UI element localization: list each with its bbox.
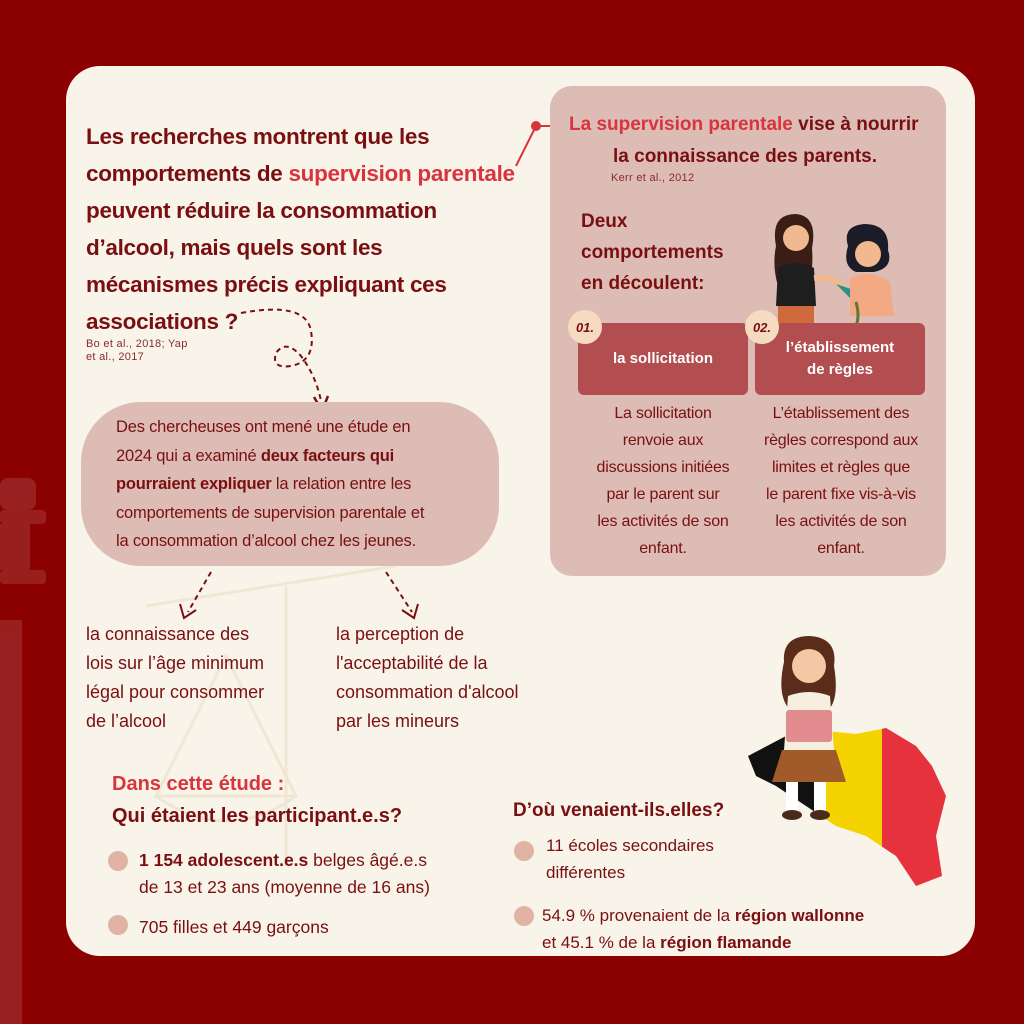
bullet-dot	[514, 841, 534, 861]
dashed-arrow-icon	[236, 301, 346, 416]
sollicitation-box: la sollicitation	[578, 323, 748, 395]
factor-arrows	[166, 566, 446, 626]
gavel-icon	[0, 470, 70, 1024]
participants-heading1: Dans cette étude :	[112, 773, 285, 795]
intro-line: comportements de supervision parentale	[86, 161, 515, 186]
factor-acceptability: la perception de l'acceptabilité de la consommation d'alcool par les mineurs	[336, 624, 519, 731]
behaviours-heading: Deux comportements en découlent:	[581, 211, 724, 294]
participants-heading2: Qui étaient les participant.e.s?	[112, 805, 403, 827]
bullet-dot	[108, 851, 128, 871]
origin-regions: 54.9 % provenaient de la région wallonne et 45.1 % de la région flamande	[542, 906, 865, 952]
panel-reference: Kerr et al., 2012	[611, 172, 695, 184]
infographic-card	[66, 66, 975, 956]
participants-count: 1 154 adolescent.e.s belges âgé.e.s de 13 et 23 ans (moyenne de 16 ans)	[139, 850, 430, 897]
intro-line: Les recherches montrent que les	[86, 124, 430, 149]
parent-child-gardening-illustration	[756, 206, 906, 331]
girl-reading-illustration	[754, 632, 864, 822]
bullet-dot	[514, 906, 534, 926]
intro-line: associations ?	[86, 309, 239, 334]
intro-reference: Bo et al., 2018; Yap et al., 2017	[86, 338, 188, 363]
bullet-dot	[108, 915, 128, 935]
sollicitation-description: La sollicitation renvoie aux discussions initiées par le parent sur les activités de son enfant.	[596, 405, 730, 557]
origin-schools: 11 écoles secondaires différentes	[546, 836, 714, 882]
etablissement-regles-box: l’établissement de règles	[755, 323, 925, 395]
study-text: Des chercheuses ont mené une étude en 2024 qui a examiné deux facteurs qui pourraient expliquer la relation entre les comportements de supervision parentale et la consommation d’alcool chez les jeunes.	[116, 418, 425, 550]
badge-01: 01.	[568, 310, 602, 344]
factor-law-knowledge: la connaissance des lois sur l’âge minimum légal pour consommer de l’alcool	[86, 624, 265, 731]
highlight-supervision: supervision parentale	[288, 161, 515, 186]
intro-line: peuvent réduire la consommation	[86, 198, 437, 223]
origin-heading: D’où venaient-ils.elles?	[513, 800, 725, 821]
panel-title-line2: la connaissance des parents.	[613, 146, 878, 167]
participants-gender: 705 filles et 449 garçons	[139, 917, 329, 937]
panel-title: La supervision parentale vise à nourrir	[569, 114, 919, 135]
intro-line: mécanismes précis expliquant ces	[86, 272, 447, 297]
regles-description: L’établissement des règles correspond aux limites et règles que le parent fixe vis-à-vis les activités de son enfant.	[763, 405, 919, 557]
badge-02: 02.	[745, 310, 779, 344]
intro-line: d’alcool, mais quels sont les	[86, 235, 383, 260]
